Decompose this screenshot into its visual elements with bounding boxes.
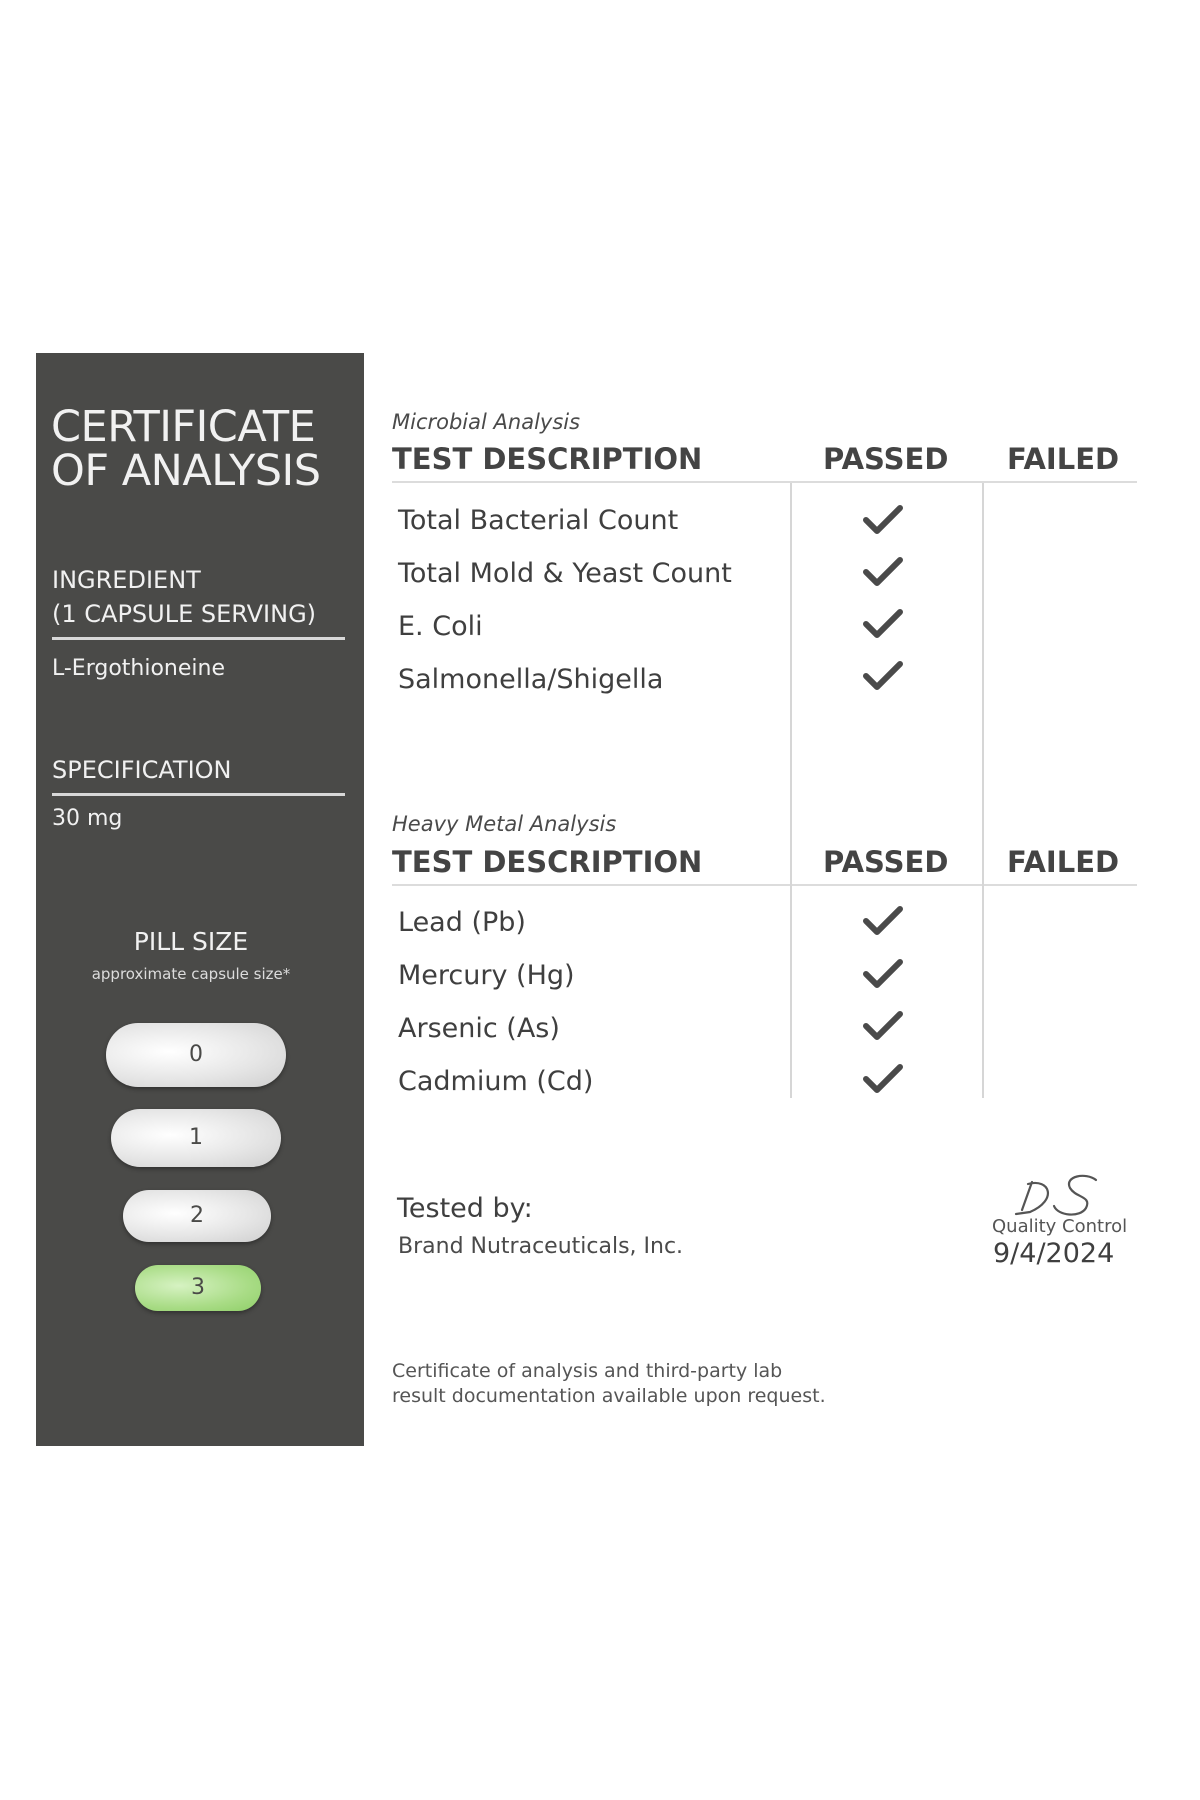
check-icon — [862, 607, 904, 641]
test-row-label: Arsenic (As) — [398, 1013, 560, 1044]
test-row-label: Cadmium (Cd) — [398, 1066, 594, 1097]
certificate-title: CERTIFICATE OF ANALYSIS — [51, 402, 321, 496]
signature-icon — [1010, 1170, 1100, 1222]
pill-size-subtitle: approximate capsule size* — [91, 965, 291, 983]
specification-heading: SPECIFICATION — [52, 753, 345, 796]
check-icon — [862, 1009, 904, 1043]
test-row-label: Total Bacterial Count — [398, 505, 679, 536]
coa-sidebar — [36, 353, 364, 1446]
header-divider — [392, 884, 1137, 886]
capsule-size-3-selected: 3 — [135, 1265, 261, 1311]
column-failed: FAILED — [1007, 442, 1120, 476]
column-divider — [982, 483, 984, 713]
check-icon — [862, 1062, 904, 1096]
quality-control-label: Quality Control — [992, 1216, 1128, 1237]
heavy-metal-section-label: Heavy Metal Analysis — [392, 812, 617, 836]
capsule-size-2: 2 — [123, 1190, 271, 1242]
column-divider — [982, 713, 984, 1098]
tested-by-name: Brand Nutraceuticals, Inc. — [398, 1234, 684, 1259]
header-divider — [392, 481, 1137, 483]
test-row-label: Lead (Pb) — [398, 907, 526, 938]
qc-date: 9/4/2024 — [993, 1238, 1115, 1269]
capsule-size-1: 1 — [111, 1109, 281, 1167]
capsule-size-0: 0 — [106, 1023, 286, 1087]
column-divider — [790, 483, 792, 713]
test-row-label: Mercury (Hg) — [398, 960, 575, 991]
microbial-section-label: Microbial Analysis — [392, 410, 581, 434]
check-icon — [862, 659, 904, 693]
column-passed: PASSED — [823, 442, 949, 476]
pill-size-title: PILL SIZE — [133, 927, 249, 956]
tested-by-label: Tested by: — [397, 1193, 533, 1224]
column-passed: PASSED — [823, 845, 949, 879]
column-divider — [790, 713, 792, 1098]
check-icon — [862, 957, 904, 991]
column-test-description: TEST DESCRIPTION — [392, 845, 703, 879]
column-failed: FAILED — [1007, 845, 1120, 879]
column-test-description: TEST DESCRIPTION — [392, 442, 703, 476]
check-icon — [862, 904, 904, 938]
specification-value: 30 mg — [52, 806, 123, 831]
ingredient-value: L-Ergothioneine — [52, 656, 226, 681]
footnote: Certificate of analysis and third-party lab result documentation available upon request. — [392, 1360, 826, 1407]
check-icon — [862, 503, 904, 537]
ingredient-heading: INGREDIENT (1 CAPSULE SERVING) — [52, 563, 345, 640]
test-row-label: Total Mold & Yeast Count — [398, 558, 732, 589]
test-row-label: Salmonella/Shigella — [398, 664, 664, 695]
test-row-label: E. Coli — [398, 611, 483, 642]
check-icon — [862, 555, 904, 589]
